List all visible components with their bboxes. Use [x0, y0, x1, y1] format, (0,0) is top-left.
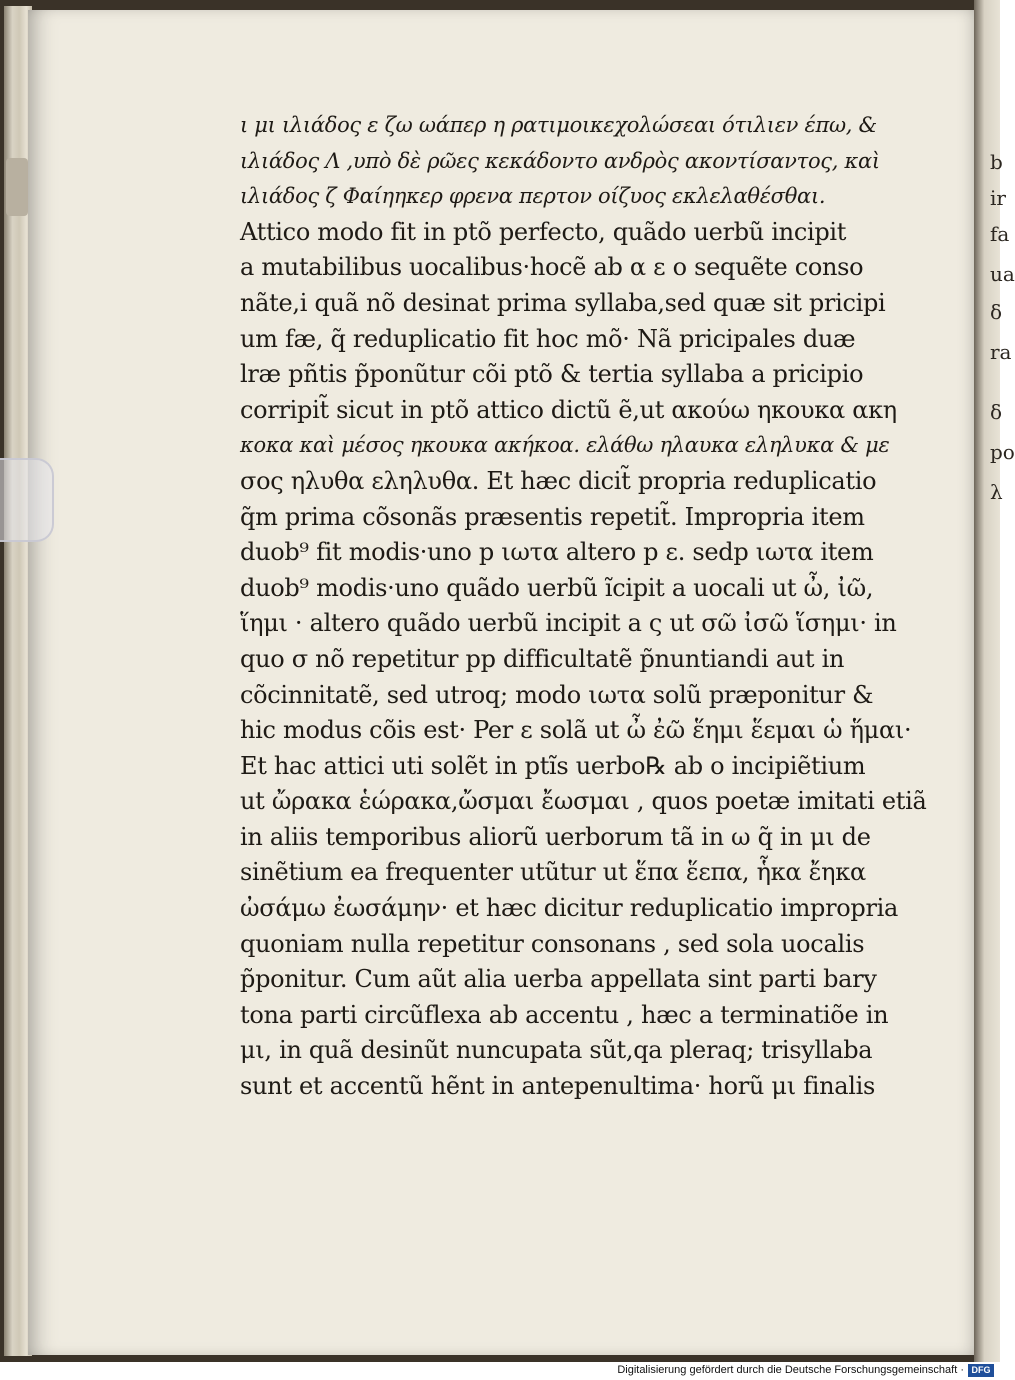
- adjacent-page-letter: po: [990, 440, 1015, 464]
- text-line: ἵημι · altero quãdo uerbũ incipit a ς ut σῶ ἰσῶ ἵσημι· in: [240, 609, 897, 638]
- text-line: quo σ nõ repetitur pp difficultatẽ p̃nuntiandi aut in: [240, 644, 845, 673]
- text-line: Attico modo fit in ptõ perfecto, quãdo uerbũ incipit: [240, 217, 847, 246]
- text-line: ὠσάμω ἐωσάμην· et hæc dicitur reduplicatio impropria: [240, 894, 899, 923]
- text-line: quoniam nulla repetitur consonans , sed sola uocalis: [240, 929, 865, 958]
- text-line: in aliis temporibus aliorũ uerborum tã in ω q̃ in μι de: [240, 822, 871, 851]
- text-line: σος ηλυθα εληλυθα. Et hæc dicit̃ propria reduplicatio: [240, 466, 877, 495]
- page-text-block: [240, 108, 927, 1105]
- text-line: um fæ, q̃ reduplicatio fit hoc mõ· Nã pricipales duæ: [240, 324, 856, 353]
- text-line: p̃ponitur. Cum aũt alia uerba appellata sint parti bary: [240, 965, 877, 994]
- text-line: corripit̃ sicut in ptõ attico dictũ ẽ,ut ακούω ηκουκα ακη: [240, 395, 897, 424]
- adjacent-page-letter: δ: [990, 300, 1003, 324]
- funding-credit: Digitalisierung gefördert durch die Deutsche Forschungsgemeinschaft ·: [617, 1364, 964, 1376]
- adjacent-page-letter: δ: [990, 400, 1003, 424]
- adjacent-page-letter: ir: [990, 186, 1006, 210]
- adjacent-page-letter: λ: [990, 480, 1003, 504]
- text-line: duob⁹ fit modis·uno p ιωτα altero p ε. sedp ιωτα item: [240, 538, 874, 567]
- digitization-footer: [0, 1362, 1000, 1380]
- adjacent-page-letter: ua: [990, 262, 1015, 286]
- text-line: cõcinnitatẽ, sed utroq; modo ιωτα solũ præponitur &: [240, 680, 874, 709]
- text-line: sunt et accentũ hẽnt in antepenultima· horũ μι finalis: [240, 1072, 876, 1101]
- text-line: tona parti circũflexa ab accentu , hæc a terminatiõe in: [240, 1000, 889, 1029]
- text-line: ιλιάδος ζ Φαίηηκερ φρενα περτον οίζυος εκλελαθέσθαι.: [240, 184, 826, 209]
- text-line: q̃m prima cõsonãs præsentis repetit̃. Impropria item: [240, 502, 865, 531]
- text-line: Et hac attici uti solẽt in ptĩs uerbo℞ ab ο incipiẽtium: [240, 751, 866, 780]
- text-line: ι μι ιλιάδος ε ζω ωάπερ η ρατιμοικεχολώσεαι ότιλιεν έπω, &: [240, 113, 877, 137]
- text-line: nãte,i quã nõ desinat prima syllaba,sed quæ sit pricipi: [240, 288, 886, 317]
- text-line: sinẽtium ea frequenter utũtur ut ἕπα ἕεπα, ἧκα ἔηκα: [240, 858, 866, 887]
- dfg-logo: DFG: [968, 1364, 994, 1377]
- adjacent-page-edge: [974, 0, 1015, 1362]
- text-line: ιλιάδος Λ ,υπὸ δὲ ρῶες κεκάδοντο ανδρὸς ακοντίσαντος, καὶ: [240, 148, 880, 173]
- page-clip: [0, 458, 54, 542]
- text-line: a mutabilibus uocalibus·hocẽ ab α ε ο sequẽte conso: [240, 253, 864, 282]
- adjacent-page-letter: b: [990, 150, 1003, 174]
- binding-tab: [6, 158, 28, 216]
- text-line: hic modus cõis est· Per ε solã ut ὦ ἐῶ ἕημι ἕεμαι ὡ ἥμαι·: [240, 716, 912, 745]
- adjacent-page-letter: ra: [990, 340, 1012, 364]
- text-line: lræ pñtis p̃ponũtur cõi ptõ & tertia syllaba a pricipio: [240, 360, 864, 389]
- text-line: ut ὤρακα ἑώρακα,ὤσμαι ἔωσμαι , quos poetæ imitati etiã: [240, 787, 927, 816]
- text-line: μι, in quã desinũt nuncupata sũt,qa pleraq; trisyllaba: [240, 1036, 873, 1065]
- adjacent-page-letter: fa: [990, 222, 1010, 246]
- text-line: κοκα καὶ μέσος ηκουκα ακήκοα. ελάθω ηλαυκα εληλυκα & με: [240, 433, 890, 458]
- text-line: duob⁹ modis·uno quãdo uerbũ ĩcipit a uocali ut ὦ, ἰῶ,: [240, 573, 874, 602]
